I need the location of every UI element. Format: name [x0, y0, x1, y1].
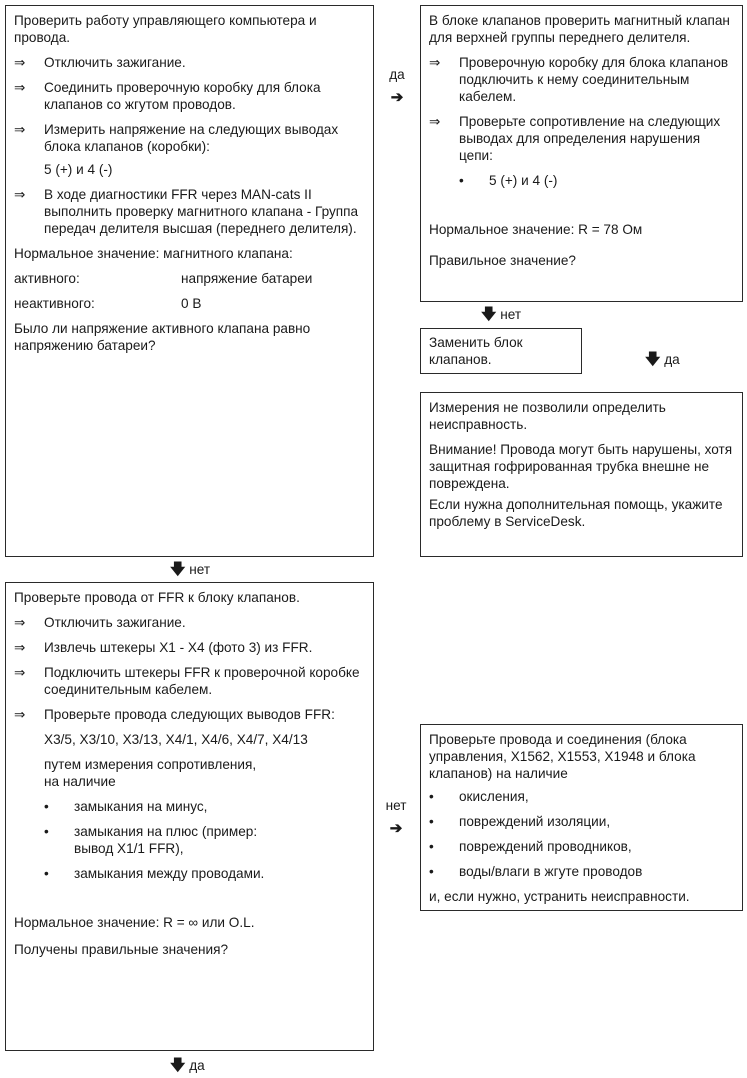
normal-value: Нормальное значение: R = ∞ или O.L. [14, 915, 255, 930]
step-item: ⇒ Соединить проверочную коробку для блока клапанов со жгутом проводов. [14, 80, 321, 112]
double-arrow-icon: ⇒ [14, 122, 26, 137]
step-item: ⇒ Отключить зажигание. [14, 55, 186, 70]
value-row: неактивного: 0 В [14, 296, 202, 311]
arrow-right-icon: ➔ [390, 89, 404, 106]
pin-values: X3/5, X3/10, X3/13, X4/1, X4/6, X4/7, X4/13 [44, 732, 308, 747]
arrow-no-3: нет ➔ [383, 797, 409, 837]
box-title: Проверить работу управляющего компьютера и провода. [14, 13, 317, 45]
warning-text: Внимание! Провода могут быть нарушены, хотя защитная гофрированная трубка внешне не повреждена. [429, 442, 733, 491]
bullet-item: • замыкания на минус, [44, 799, 208, 814]
arrow-down-icon: 🡇 [170, 1057, 186, 1074]
step-item: ⇒ В ходе диагностики FFR через MAN-cats II выполнить проверку магнитного клапана - Группа передач делителя высшая (переднего делителя). [14, 187, 359, 236]
bullet-item: • повреждений проводников, [429, 839, 632, 854]
arrow-yes-3: 🡇 да [170, 1057, 205, 1074]
step-box-check-computer [5, 5, 374, 557]
arrow-no-2: 🡇 нет [481, 306, 522, 323]
double-arrow-icon: ⇒ [14, 665, 26, 680]
bullet-icon: • [429, 839, 434, 854]
bullet-icon: • [44, 866, 49, 881]
bullet-item: • замыкания между проводами. [44, 866, 265, 881]
bullet-item: • воды/влаги в жгуте проводов [429, 864, 643, 879]
bullet-icon: • [44, 824, 49, 839]
step-box-undetermined: Измерения не позволили определить неисправность. Внимание! Провода могут быть нарушены, хотя защитная гофрированная трубка внешне не повреждена. Если нужна дополнительная помощь, укажите проблему в ServiceDesk. [420, 392, 743, 557]
step-box-check-connections [420, 724, 743, 911]
bullet-icon: • [429, 864, 434, 879]
step-item: ⇒ Проверьте сопротивление на следующих выводах для определения нарушения цепи: [429, 114, 721, 163]
double-arrow-icon: ⇒ [14, 55, 26, 70]
bullet-item: • повреждений изоляции, [429, 814, 611, 829]
double-arrow-icon: ⇒ [14, 615, 26, 630]
normal-value-label: Нормальное значение: магнитного клапана: [14, 246, 293, 261]
bullet-icon: • [429, 814, 434, 829]
arrow-no-1: 🡇 нет [170, 561, 211, 578]
step-item: ⇒ Проверьте провода следующих выводов FFR: [14, 707, 335, 722]
bullet-icon: • [44, 799, 49, 814]
normal-value: Нормальное значение: R = 78 Ом [429, 222, 643, 237]
method-text: путем измерения сопротивления, на наличие [44, 757, 257, 789]
box-title: В блоке клапанов проверить магнитный клапан для верхней группы переднего делителя. [429, 13, 730, 45]
bullet-icon: • [459, 173, 464, 188]
footer-text: и, если нужно, устранить неисправности. [429, 889, 690, 904]
double-arrow-icon: ⇒ [14, 80, 26, 95]
question: Получены правильные значения? [14, 942, 229, 957]
step-box-replace-valve: Заменить блок клапанов. [420, 328, 582, 374]
step-item: ⇒ Проверочную коробку для блока клапанов подключить к нему соединительным кабелем. [429, 55, 729, 104]
bullet-item: • 5 (+) и 4 (-) [459, 173, 558, 188]
bullet-icon: • [429, 789, 434, 804]
double-arrow-icon: ⇒ [429, 114, 441, 129]
arrow-yes-1: да ➔ [387, 66, 407, 106]
arrow-right-icon: ➔ [389, 820, 403, 837]
pin-values: 5 (+) и 4 (-) [44, 162, 113, 177]
step-item: ⇒ Подключить штекеры FFR к проверочной коробке соединительным кабелем. [14, 665, 360, 697]
bullet-item: • окисления, [429, 789, 529, 804]
step-item: ⇒ Измерить напряжение на следующих выводах блока клапанов (коробки): [14, 122, 339, 154]
bullet-item: • замыкания на плюс (пример: вывод X1/1 FFR), [44, 824, 258, 856]
double-arrow-icon: ⇒ [14, 640, 26, 655]
double-arrow-icon: ⇒ [429, 55, 441, 70]
box-title: Проверьте провода от FFR к блоку клапанов. [14, 590, 300, 605]
servicedesk-note: Если нужна дополнительная помощь, укажите проблему в ServiceDesk. [429, 497, 723, 529]
arrow-down-icon: 🡇 [645, 351, 661, 368]
question: Было ли напряжение активного клапана равно напряжению батареи? [14, 321, 311, 353]
double-arrow-icon: ⇒ [14, 187, 26, 202]
arrow-down-icon: 🡇 [170, 561, 186, 578]
step-item: ⇒ Отключить зажигание. [14, 615, 186, 630]
value-row: активного: напряжение батареи [14, 271, 313, 286]
step-item: ⇒ Извлечь штекеры X1 - X4 (фото 3) из FFR. [14, 640, 313, 655]
box-title: Проверьте провода и соединения (блока управления, X1562, X1553, X1948 и блока клапанов) на наличие [429, 732, 696, 781]
question: Правильное значение? [429, 253, 576, 268]
arrow-yes-2: 🡇 да [645, 351, 680, 368]
arrow-down-icon: 🡇 [481, 306, 497, 323]
step-box-check-valve [420, 5, 743, 302]
double-arrow-icon: ⇒ [14, 707, 26, 722]
step-box-check-wires [5, 582, 374, 1051]
